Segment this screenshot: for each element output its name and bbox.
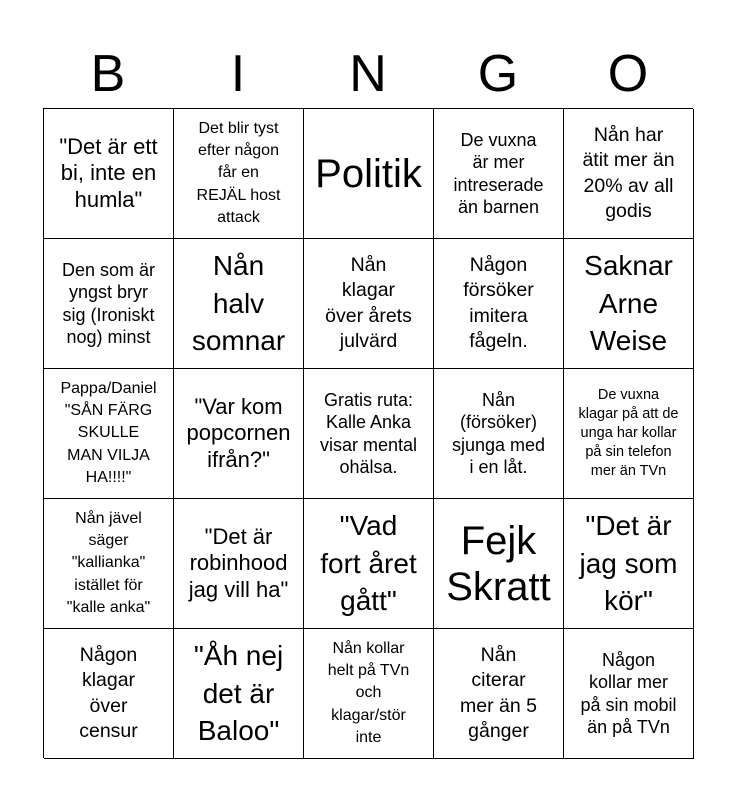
bingo-cell[interactable] <box>434 239 564 369</box>
bingo-cell[interactable] <box>564 499 694 629</box>
cell-text: "Vad fort året gått" <box>320 509 417 617</box>
cell-text: Nån jävel säger "kallianka" istället för "kalle anka" <box>66 509 151 617</box>
bingo-cell[interactable] <box>434 499 564 629</box>
bingo-cell[interactable] <box>564 629 694 759</box>
cell-text: Nån (försöker) sjunga med i en låt. <box>451 389 546 477</box>
header-letter-g: G <box>477 45 519 103</box>
cell-text: Någon kollar mer på sin mobil än på TVn <box>580 649 677 737</box>
bingo-cell[interactable] <box>44 239 174 369</box>
cell-text: "Det är ett bi, inte en humla" <box>59 133 158 212</box>
cell-text: De vuxna är mer intreserade än barnen <box>453 129 544 217</box>
header-letter-o: O <box>607 45 649 103</box>
cell-text: Nån halv somnar <box>191 249 286 357</box>
free-cell[interactable] <box>304 369 434 499</box>
cell-text: Fejk Skratt <box>446 518 551 609</box>
bingo-cell[interactable] <box>174 369 304 499</box>
bingo-grid <box>43 108 693 758</box>
bingo-cell[interactable] <box>174 109 304 239</box>
cell-text: "Var kom popcornen ifrån?" <box>186 393 291 472</box>
bingo-cell[interactable] <box>174 499 304 629</box>
cell-text: Nån har ätit mer än 20% av all godis <box>582 123 675 222</box>
bingo-cell[interactable] <box>304 629 434 759</box>
cell-text: Någon försöker imitera fågeln. <box>463 253 534 352</box>
cell-text: Saknar Arne Weise <box>584 249 673 357</box>
bingo-cell[interactable] <box>174 239 304 369</box>
cell-text: Den som är yngst bryr sig (Ironiskt nog) minst <box>61 259 156 347</box>
bingo-cell[interactable] <box>44 109 174 239</box>
bingo-cell[interactable] <box>44 499 174 629</box>
bingo-cell[interactable] <box>564 239 694 369</box>
cell-text: Det blir tyst efter någon får en REJÄL host attack <box>196 119 281 227</box>
cell-text: "Åh nej det är Baloo" <box>193 639 284 747</box>
bingo-header <box>43 40 693 108</box>
bingo-cell[interactable] <box>304 239 434 369</box>
cell-text: "Det är robinhood jag vill ha" <box>188 523 289 602</box>
bingo-cell[interactable] <box>564 109 694 239</box>
cell-text: "Det är jag som kör" <box>579 509 678 617</box>
bingo-cell[interactable] <box>564 369 694 499</box>
header-letter-b: B <box>90 45 126 103</box>
header-letter-n: N <box>349 45 387 103</box>
bingo-cell[interactable] <box>304 499 434 629</box>
bingo-cell[interactable] <box>434 109 564 239</box>
bingo-cell[interactable] <box>434 629 564 759</box>
cell-text: Nån citerar mer än 5 gånger <box>460 643 537 742</box>
cell-text: Någon klagar över censur <box>79 643 138 742</box>
cell-text: Pappa/Daniel "SÅN FÄRG SKULLE MAN VILJA HA!!!!" <box>60 379 157 487</box>
cell-text: Gratis ruta: Kalle Anka visar mental ohälsa. <box>319 389 418 477</box>
bingo-cell[interactable] <box>174 629 304 759</box>
cell-text: Politik <box>315 151 422 196</box>
bingo-cell[interactable] <box>44 629 174 759</box>
cell-text: De vuxna klagar på att de unga har kollar på sin telefon mer än TVn <box>578 387 679 479</box>
cell-text: Nån kollar helt på TVn och klagar/stör inte <box>327 639 410 747</box>
cell-text: Nån klagar över årets julvärd <box>325 253 412 352</box>
bingo-cell[interactable] <box>434 369 564 499</box>
bingo-cell[interactable] <box>304 109 434 239</box>
bingo-cell[interactable] <box>44 369 174 499</box>
header-letter-i: I <box>230 45 246 103</box>
